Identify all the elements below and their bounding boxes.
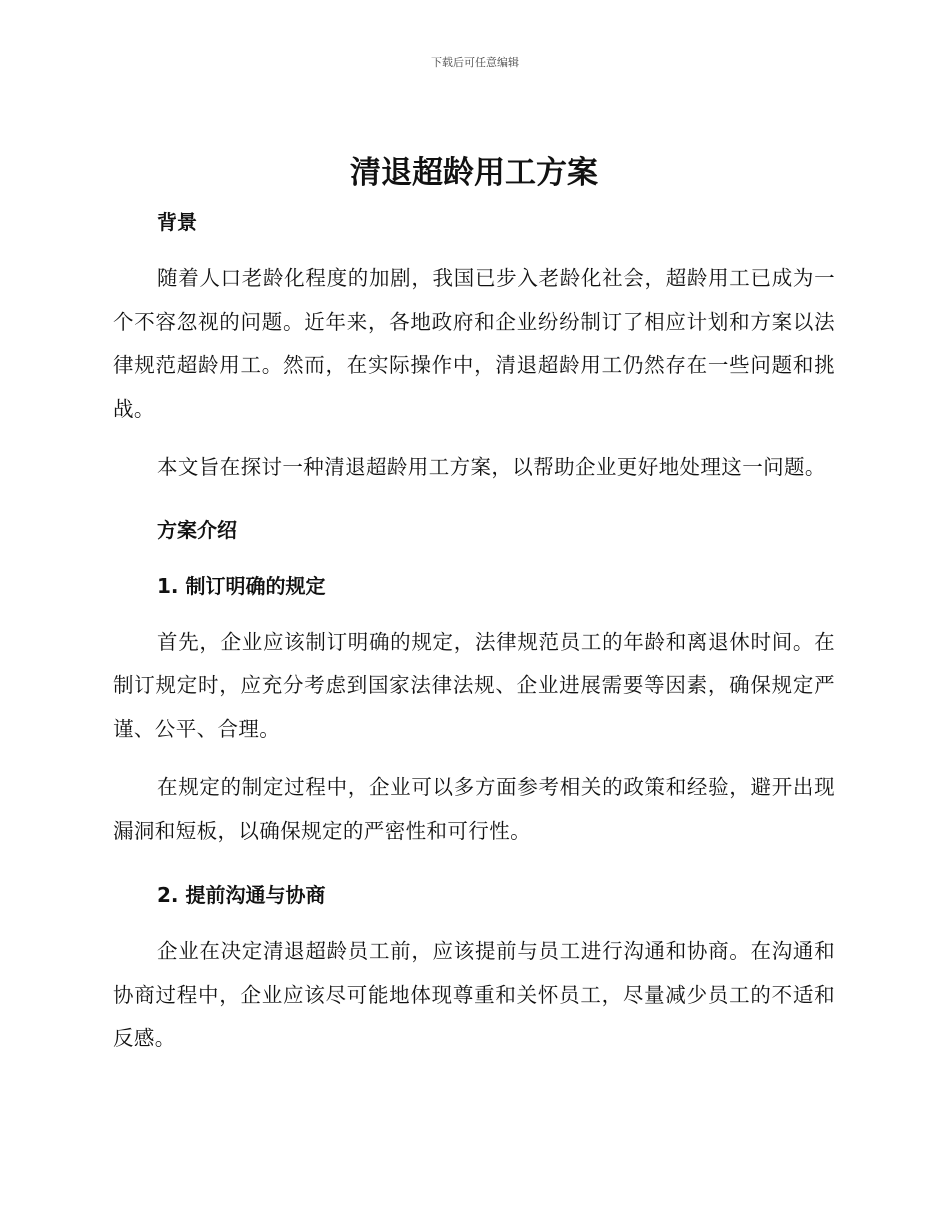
paragraph-step-1-a: 首先，企业应该制订明确的规定，法律规范员工的年龄和离退休时间。在制订规定时，应充分考虑到国家法律法规、企业进展需要等因素，确保规定严谨、公平、合理。	[113, 629, 835, 741]
heading-step-2: 2. 提前沟通与协商	[157, 883, 326, 907]
paragraph-step-2-a: 企业在决定清退超龄员工前，应该提前与员工进行沟通和协商。在沟通和协商过程中，企业应该尽可能地体现尊重和关怀员工，尽量减少员工的不适和反感。	[113, 939, 835, 1050]
paragraph-background-2: 本文旨在探讨一种清退超龄用工方案，以帮助企业更好地处理这一问题。	[157, 455, 826, 479]
page-header-note: 下载后可任意编辑	[431, 56, 519, 69]
heading-plan-introduction: 方案介绍	[157, 517, 237, 542]
paragraph-background-1: 随着人口老龄化程度的加剧，我国已步入老龄化社会，超龄用工已成为一个不容忽视的问题。近年来，各地政府和企业纷纷制订了相应计划和方案以法律规范超龄用工。然而，在实际操作中，清退超龄用工仍然存在一些问题和挑战。	[113, 266, 835, 421]
heading-background: 背景	[157, 210, 197, 234]
document-title: 清退超龄用工方案	[350, 155, 598, 191]
heading-step-1: 1. 制订明确的规定	[157, 573, 326, 598]
paragraph-step-1-b: 在规定的制定过程中，企业可以多方面参考相关的政策和经验，避开出现漏洞和短板，以确保规定的严密性和可行性。	[113, 775, 835, 843]
document-body	[113, 152, 835, 1061]
